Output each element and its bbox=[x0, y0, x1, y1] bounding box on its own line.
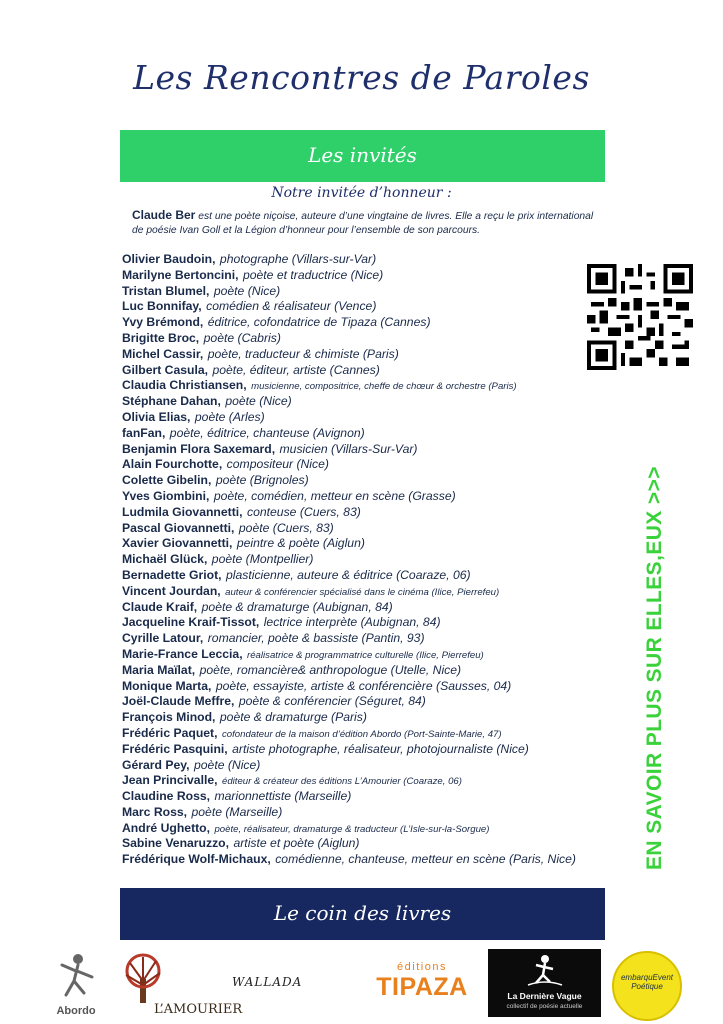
guest-name: Gérard Pey, bbox=[122, 757, 190, 772]
guest-name: Michel Cassir, bbox=[122, 346, 204, 361]
guest-name: Yves Giombini, bbox=[122, 488, 210, 503]
guest-name: Marie-France Leccia, bbox=[122, 646, 243, 661]
guest-row bbox=[122, 630, 592, 646]
guest-row bbox=[122, 709, 592, 725]
guest-description: réalisatrice & programmatrice culturelle (Ilice, Pierrefeu) bbox=[247, 649, 484, 661]
tipaza-logo-top: éditions bbox=[397, 961, 447, 973]
guest-description: auteur & conférencier spécialisé dans le cinéma (Ilice, Pierrefeu) bbox=[225, 586, 500, 598]
guest-name: Marilyne Bertoncini, bbox=[122, 267, 239, 282]
guest-name: André Ughetto, bbox=[122, 820, 211, 835]
qr-code-icon[interactable] bbox=[587, 264, 693, 370]
guest-description: artiste et poète (Aiglun) bbox=[233, 836, 360, 851]
guest-name: Ludmila Giovannetti, bbox=[122, 504, 243, 519]
guest-description: musicien (Villars-Sur-Var) bbox=[279, 441, 418, 456]
guest-description: poète (Nice) bbox=[213, 283, 281, 298]
guest-description: lectrice interprète (Aubignan, 84) bbox=[263, 615, 441, 630]
guest-description: peintre & poète (Aiglun) bbox=[236, 536, 365, 551]
guest-name: Bernadette Griot, bbox=[122, 567, 222, 582]
honor-guest-paragraph bbox=[132, 208, 602, 238]
guest-name: Claude Kraif, bbox=[122, 599, 198, 614]
books-banner: Le coin des livres bbox=[120, 888, 605, 940]
guest-row bbox=[122, 456, 592, 472]
guest-description: poète, éditrice, chanteuse (Avignon) bbox=[169, 425, 365, 440]
guest-description: poète (Marseille) bbox=[191, 804, 283, 819]
guest-row bbox=[122, 520, 592, 536]
derniere-vague-subtitle: collectif de poésie actuelle bbox=[506, 1003, 583, 1010]
derniere-vague-title: La Dernière Vague bbox=[507, 991, 582, 1001]
guest-name: Cyrille Latour, bbox=[122, 631, 204, 646]
guest-row bbox=[122, 267, 592, 283]
guest-row bbox=[122, 583, 592, 599]
guest-name: Vincent Jourdan, bbox=[122, 583, 221, 598]
guest-row bbox=[122, 441, 592, 457]
guest-name: Michaël Glück, bbox=[122, 552, 208, 567]
guest-description: poète, essayiste, artiste & conférencière (Sausses, 04) bbox=[215, 678, 512, 693]
guest-name: Olivier Baudoin, bbox=[122, 252, 216, 266]
dancer-icon bbox=[48, 947, 104, 1001]
amourier-logo-text: L’AMOURIER bbox=[154, 1002, 243, 1017]
guest-name: Claudia Christiansen, bbox=[122, 378, 247, 393]
guest-row bbox=[122, 488, 592, 504]
guest-description: poète, réalisateur, dramaturge & traducteur (L’Isle-sur-la-Sorgue) bbox=[214, 823, 490, 835]
guest-row bbox=[122, 820, 592, 836]
guest-list bbox=[122, 251, 592, 867]
guest-row bbox=[122, 662, 592, 678]
guest-description: poète, romancière& anthropologue (Utelle, Nice) bbox=[199, 662, 462, 677]
guest-name: Frédéric Paquet, bbox=[122, 725, 218, 740]
guest-description: poète (Cuers, 83) bbox=[238, 520, 334, 535]
guest-description: poète (Montpellier) bbox=[211, 552, 314, 567]
guest-row bbox=[122, 330, 592, 346]
guest-description: poète (Cabris) bbox=[203, 330, 281, 345]
guest-description: artiste photographe, réalisateur, photojournaliste (Nice) bbox=[232, 741, 529, 756]
abordo-logo bbox=[48, 947, 104, 1017]
guest-row bbox=[122, 346, 592, 362]
guest-row bbox=[122, 804, 592, 820]
guest-description: poète (Nice) bbox=[193, 757, 261, 772]
guest-row bbox=[122, 504, 592, 520]
embarquevent-poetique-text: embarquEvent Poétique bbox=[620, 973, 674, 991]
guest-name: Yvy Brémond, bbox=[122, 315, 204, 330]
guest-name: fanFan, bbox=[122, 425, 166, 440]
guest-name: Gilbert Casula, bbox=[122, 362, 209, 377]
derniere-vague-logo bbox=[488, 949, 601, 1017]
guest-row bbox=[122, 314, 592, 330]
guest-name: Brigitte Broc, bbox=[122, 330, 200, 345]
guest-row bbox=[122, 757, 592, 773]
guest-description: poète & dramaturge (Paris) bbox=[219, 710, 367, 725]
guest-description: poète & dramaturge (Aubignan, 84) bbox=[201, 599, 393, 614]
guest-row bbox=[122, 283, 592, 299]
guest-description: musicienne, compositrice, cheffe de chœur & orchestre (Paris) bbox=[251, 381, 517, 393]
guest-description: plasticienne, auteure & éditrice (Coaraze, 06) bbox=[226, 567, 471, 582]
guest-description: poète (Nice) bbox=[225, 394, 292, 409]
guest-row bbox=[122, 362, 592, 378]
guest-name: Alain Fourchotte, bbox=[122, 457, 223, 472]
wallada-logo: WALLADA bbox=[232, 975, 303, 989]
tipaza-logo bbox=[372, 961, 472, 1011]
partner-logos bbox=[0, 945, 723, 1024]
guest-row bbox=[122, 678, 592, 694]
page-title: Les Rencontres de Paroles bbox=[133, 58, 590, 97]
tree-icon bbox=[118, 953, 168, 1005]
abordo-logo-text: Abordo bbox=[56, 1005, 96, 1017]
guest-row bbox=[122, 693, 592, 709]
guest-name: Colette Gibelin, bbox=[122, 473, 212, 488]
guest-name: Luc Bonnifay, bbox=[122, 299, 202, 314]
guest-name: Frédéric Pasquini, bbox=[122, 741, 228, 756]
tipaza-logo-main: TIPAZA bbox=[376, 973, 468, 1001]
guest-row bbox=[122, 614, 592, 630]
guest-name: Joël-Claude Meffre, bbox=[122, 694, 235, 709]
guest-name: Maria Maïlat, bbox=[122, 662, 196, 677]
guest-name: Olivia Elias, bbox=[122, 409, 191, 424]
guest-name: Tristan Blumel, bbox=[122, 283, 210, 298]
guest-description: poète, éditeur, artiste (Cannes) bbox=[212, 362, 380, 377]
guest-description: cofondateur de la maison d’édition Abordo (Port-Sainte-Marie, 47) bbox=[221, 728, 502, 740]
guest-row bbox=[122, 725, 592, 741]
guest-description: marionnettiste (Marseille) bbox=[214, 789, 352, 804]
guest-description: conteuse (Cuers, 83) bbox=[246, 504, 361, 519]
honor-guest-name: Claude Ber bbox=[132, 208, 196, 222]
guest-row bbox=[122, 377, 592, 393]
guest-row bbox=[122, 788, 592, 804]
guest-description: poète (Arles) bbox=[194, 409, 265, 424]
guest-row bbox=[122, 599, 592, 615]
guest-name: Benjamin Flora Saxemard, bbox=[122, 441, 276, 456]
guest-name: Claudine Ross, bbox=[122, 789, 211, 804]
honor-guest-text: est une poète niçoise, auteure d’une vingtaine de livres. Elle a reçu le prix international de poésie Ivan Goll et la Légion d’honneur pour l’ensemble de son parcours. bbox=[132, 211, 594, 236]
guest-description: poète, comédien, metteur en scène (Grasse) bbox=[213, 488, 456, 503]
guest-name: Jacqueline Kraif-Tissot, bbox=[122, 615, 260, 630]
guest-description: comédienne, chanteuse, metteur en scène (Paris, Nice) bbox=[275, 852, 576, 867]
guest-name: Pascal Giovannetti, bbox=[122, 520, 235, 535]
learn-more-link[interactable]: EN SAVOIR PLUS SUR ELLES,EUX >>> bbox=[643, 466, 666, 870]
guest-description: photographe (Villars-sur-Var) bbox=[219, 252, 377, 266]
guest-name: Monique Marta, bbox=[122, 678, 212, 693]
guest-description: poète et traductrice (Nice) bbox=[242, 267, 384, 282]
guest-name: Stéphane Dahan, bbox=[122, 394, 221, 409]
guest-row bbox=[122, 393, 592, 409]
guest-row bbox=[122, 551, 592, 567]
guest-row bbox=[122, 646, 592, 662]
guest-row bbox=[122, 741, 592, 757]
guest-description: poète, traducteur & chimiste (Paris) bbox=[207, 346, 399, 361]
guest-name: François Minod, bbox=[122, 710, 216, 725]
guest-row bbox=[122, 535, 592, 551]
guest-row bbox=[122, 409, 592, 425]
guest-row bbox=[122, 772, 592, 788]
guests-banner: Les invités bbox=[120, 130, 605, 182]
guest-name: Jean Princivalle, bbox=[122, 773, 218, 788]
guest-description: comédien & réalisateur (Vence) bbox=[206, 299, 377, 314]
guest-name: Sabine Venaruzzo, bbox=[122, 836, 230, 851]
guest-description: poète (Brignoles) bbox=[215, 473, 309, 488]
guest-row bbox=[122, 567, 592, 583]
guest-description: éditrice, cofondatrice de Tipaza (Cannes) bbox=[207, 315, 431, 330]
guest-row bbox=[122, 835, 592, 851]
guest-name: Marc Ross, bbox=[122, 804, 188, 819]
guest-row bbox=[122, 298, 592, 314]
guest-description: romancier, poète & bassiste (Pantin, 93) bbox=[207, 631, 425, 646]
guest-description: compositeur (Nice) bbox=[226, 457, 329, 472]
guest-name: Frédérique Wolf-Michaux, bbox=[122, 852, 271, 867]
honor-heading: Notre invitée d’honneur : bbox=[271, 185, 452, 201]
guest-name: Xavier Giovannetti, bbox=[122, 536, 233, 551]
wave-figure-icon bbox=[488, 949, 601, 989]
guest-description: éditeur & créateur des éditions L’Amourier (Coaraze, 06) bbox=[221, 776, 462, 788]
guest-row bbox=[122, 472, 592, 488]
embarquevent-poetique-logo bbox=[612, 951, 682, 1021]
guest-row bbox=[122, 251, 592, 267]
amourier-logo bbox=[118, 953, 243, 1017]
guest-description: poète & conférencier (Séguret, 84) bbox=[238, 694, 426, 709]
guest-row bbox=[122, 851, 592, 867]
guest-row bbox=[122, 425, 592, 441]
